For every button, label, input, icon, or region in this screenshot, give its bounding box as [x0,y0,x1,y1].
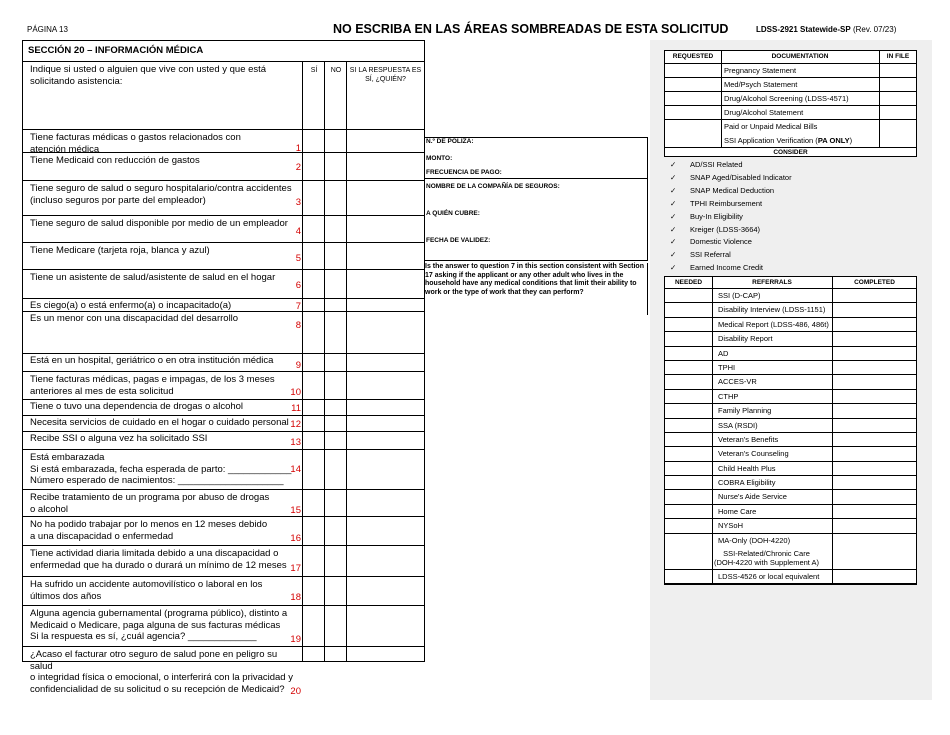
referral-row [665,361,916,375]
question-row [23,517,424,546]
check-icon: ✓ [670,263,677,273]
form-id-code: LDSS-2921 Statewide-SP [756,25,851,34]
check-icon: ✓ [670,211,677,221]
form-revision: (Rev. 07/23) [852,25,897,34]
question-text: ¿Acaso el facturar otro seguro de salud pone en peligro su salud o integridad física o emocional, o interferirá con la privacidad y confidencialidad de su solicitud o su recepción de Medicaid? [30,649,293,695]
effective-date-label: FECHA DE VALIDEZ: [426,237,491,244]
referral-row [665,462,916,476]
check-icon: ✓ [670,198,677,208]
consider-item [670,263,763,272]
question-row [23,216,424,243]
referral-row [665,534,916,548]
question-number: 4 [295,226,301,237]
check-icon: ✓ [670,250,677,260]
referral-label: CTHP [718,391,739,401]
question-text: Está en un hospital, geriátrico o en otra institución médica [30,355,274,366]
question-text: Tiene Medicaid con reducción de gastos [30,155,200,166]
consider-item [670,186,774,195]
column-who: SI LA RESPUESTA ES SÍ, ¿QUIÉN? [349,67,422,83]
question-row [23,432,424,450]
consider-label: SNAP Aged/Disabled Indicator [690,172,792,182]
referrals-header [665,277,916,289]
question-text: Recibe tratamiento de un programa por abuso de drogas o alcohol [30,492,270,515]
referral-label: Nurse's Aide Service [718,492,787,502]
referral-label: Child Health Plus [718,463,776,473]
question-row [23,153,424,181]
referral-row [665,303,916,317]
consider-label: TPHI Reimbursement [690,198,763,208]
page-number: PÁGINA 13 [27,25,68,34]
insurance-box [424,137,648,261]
page-title: NO ESCRIBA EN LAS ÁREAS SOMBREADAS DE ESTA SOLICITUD [333,22,729,36]
consider-item [670,173,792,182]
question-text: Alguna agencia gubernamental (programa público), distinto a Medicaid o Medicare, paga alguna de sus facturas médicas Si la respuesta es sí, ¿cuál agencia? _____________ [30,608,288,642]
check-icon: ✓ [670,172,677,182]
frequency-label: FRECUENCIA DE PAGO: [426,169,502,176]
question-row [23,416,424,432]
referral-row [665,289,916,303]
col-in-file: IN FILE [886,53,910,60]
col-referrals: REFERRALS [752,279,792,286]
question-number: 15 [290,505,301,516]
referral-label: ACCES-VR [718,377,757,387]
consider-item [670,199,762,208]
referral-label: Medical Report (LDSS-486, 486t) [718,319,829,329]
question-number: 17 [290,563,301,574]
referral-row [665,570,916,584]
question-number: 5 [295,253,301,264]
referral-row [665,505,916,519]
referral-label: Family Planning [718,406,772,416]
question-number: 3 [295,197,301,208]
question-text: Tiene seguro de salud disponible por medio de un empleador [30,218,288,229]
referral-row [665,375,916,389]
question-number: 9 [295,360,301,371]
check-icon: ✓ [670,237,677,247]
question-row [23,299,424,312]
question-number: 19 [290,634,301,645]
referral-row [665,490,916,504]
referral-label: LDSS-4526 or local equivalent [718,572,820,582]
question-number: 18 [290,592,301,603]
col-documentation: DOCUMENTATION [771,53,829,60]
consider-item [670,160,743,169]
referral-row [665,519,916,533]
question-number: 12 [290,419,301,430]
consider-label: Kreiger (LDSS-3664) [690,224,761,234]
referral-row [665,347,916,361]
question-number: 7 [295,301,301,312]
question-number: 20 [290,686,301,697]
question-text: Tiene Medicare (tarjeta roja, blanca y azul) [30,245,210,256]
question-row [23,270,424,299]
question-text: Tiene seguro de salud o seguro hospitalario/contra accidentes (incluso seguros por parte del empleador) [30,183,292,206]
question-row [23,606,424,647]
consider-item [670,212,743,221]
question-text: Tiene facturas médicas, pagas e impagas, de los 3 meses anteriores al mes de esta solicitud [30,374,275,397]
question-row [23,181,424,216]
question-text: Tiene actividad diaria limitada debido a una discapacidad o enfermedad que ha durado o durará un mínimo de 12 meses [30,548,287,571]
amount-label: MONTO: [426,155,453,162]
question-text: Es un menor con una discapacidad del desarrollo [30,313,239,324]
consider-label: Buy-In Eligibility [690,211,743,221]
question-number: 11 [291,403,301,414]
documentation-table [664,50,917,149]
table-header [23,62,424,130]
check-icon: ✓ [670,185,677,195]
column-no: NO [330,67,342,74]
consider-label: SSI Referral [690,250,731,260]
documentation-label: Drug/Alcohol Screening (LDSS-4571) [724,94,849,103]
ssi-verification-label: SSI Application Verification (PA ONLY) [724,136,853,145]
referral-label: MA-Only (DOH-4220) [718,535,791,545]
question-text: Necesita servicios de cuidado en el hogar o cuidado personal [30,417,289,428]
consider-item [670,237,752,246]
column-si: SÍ [310,67,318,74]
referral-row [665,318,916,332]
medical-info-table [22,40,425,697]
question-row [23,312,424,354]
question-number: 13 [290,437,301,448]
divider-si [302,62,303,661]
documentation-label: Paid or Unpaid Medical Bills [724,122,818,131]
documentation-label: Pregnancy Statement [724,66,797,75]
referral-row [665,419,916,433]
referral-label: COBRA Eligibility [718,478,776,488]
referral-label: NYSoH [718,521,744,531]
question-text: Tiene o tuvo una dependencia de drogas o alcohol [30,401,244,412]
question-row [23,354,424,372]
question-text: Ha sufrido un accidente automovilístico o laboral en los últimos dos años [30,579,263,602]
referral-row [665,390,916,404]
consider-label: Earned Income Credit [690,263,763,273]
referral-row [665,476,916,490]
referral-label: Home Care [718,506,757,516]
question-row [23,400,424,416]
check-icon: ✓ [670,160,677,169]
question-row [23,243,424,270]
divider-no [324,62,325,661]
referral-row [665,404,916,418]
insurance-divider [425,178,647,179]
question-text: No ha podido trabajar por lo menos en 12 meses debido a una discapacidad o enfermedad [30,519,268,542]
referral-label: Veteran's Counseling [718,449,789,459]
question-row [23,546,424,577]
form-id [756,25,896,34]
section-title: SECCIÓN 20 – INFORMACIÓN MÉDICA [23,41,424,62]
question-row [23,450,424,490]
question-text: Recibe SSI o alguna vez ha solicitado SSI [30,433,208,444]
intro-text: Indique si usted o alguien que vive con usted y que está solicitando asistencia: [30,64,267,87]
question-number: 2 [295,162,301,173]
consider-label: Domestic Violence [690,237,752,247]
question-text: Es ciego(a) o está enfermo(a) o incapacitado(a) [30,300,232,311]
consider-label: SNAP Medical Deduction [690,185,775,195]
question-number: 10 [290,387,301,398]
question-text: Tiene un asistente de salud/asistente de salud en el hogar [30,272,276,283]
consistency-note: Is the answer to question 7 in this section consistent with Section 17 asking if the applicant or any other adult who lives in the household have any medical conditions that limit their ability to work or the type of work that they can perform? [424,263,648,315]
question-number: 16 [290,533,301,544]
col-completed: COMPLETED [854,279,895,286]
question-number: 14 [290,464,301,475]
policy-number-label: N.º DE PÓLIZA: [426,138,474,145]
referral-label: AD [718,348,729,358]
referral-label: SSI-Related/Chronic Care (DOH-4220 with Supplement A) [714,549,820,568]
question-row [23,130,424,153]
question-text: Está embarazada Si está embarazada, fecha esperada de parto: ____________ Número esperado de nacimientos: ____________________ [30,452,292,486]
question-row [23,490,424,517]
consider-item [670,225,760,234]
referral-label: Disability Report [718,334,773,344]
divider-who [346,62,347,661]
referral-label: TPHI [718,362,736,372]
question-number: 1 [295,143,301,154]
col-needed: NEEDED [674,279,703,286]
question-row [23,577,424,606]
question-row [23,372,424,400]
consider-item [670,250,731,259]
question-number: 8 [295,320,301,331]
question-text: Tiene facturas médicas o gastos relacionados con atención médica [30,132,241,155]
documentation-label: Med/Psych Statement [724,80,798,89]
referral-label: SSI (D-CAP) [718,291,761,300]
referral-label: Disability Interview (LDSS-1151) [718,305,826,315]
referral-row [665,548,916,570]
question-row [23,647,424,702]
col-requested: REQUESTED [672,53,714,60]
consider-label: AD/SSI Related [690,160,743,169]
referral-row [665,433,916,447]
consider-header: CONSIDER [664,147,917,157]
referral-label: Veteran's Benefits [718,434,779,444]
referral-row [665,332,916,346]
covers-label: A QUIÉN CUBRE: [426,210,480,217]
referral-row [665,447,916,461]
check-icon: ✓ [670,224,677,234]
referral-label: SSA (RSDI) [718,420,758,430]
company-label: NOMBRE DE LA COMPAÑÍA DE SEGUROS: [426,183,560,190]
documentation-label: Drug/Alcohol Statement [724,108,804,117]
question-number: 6 [295,280,301,291]
referrals-table [664,276,917,585]
